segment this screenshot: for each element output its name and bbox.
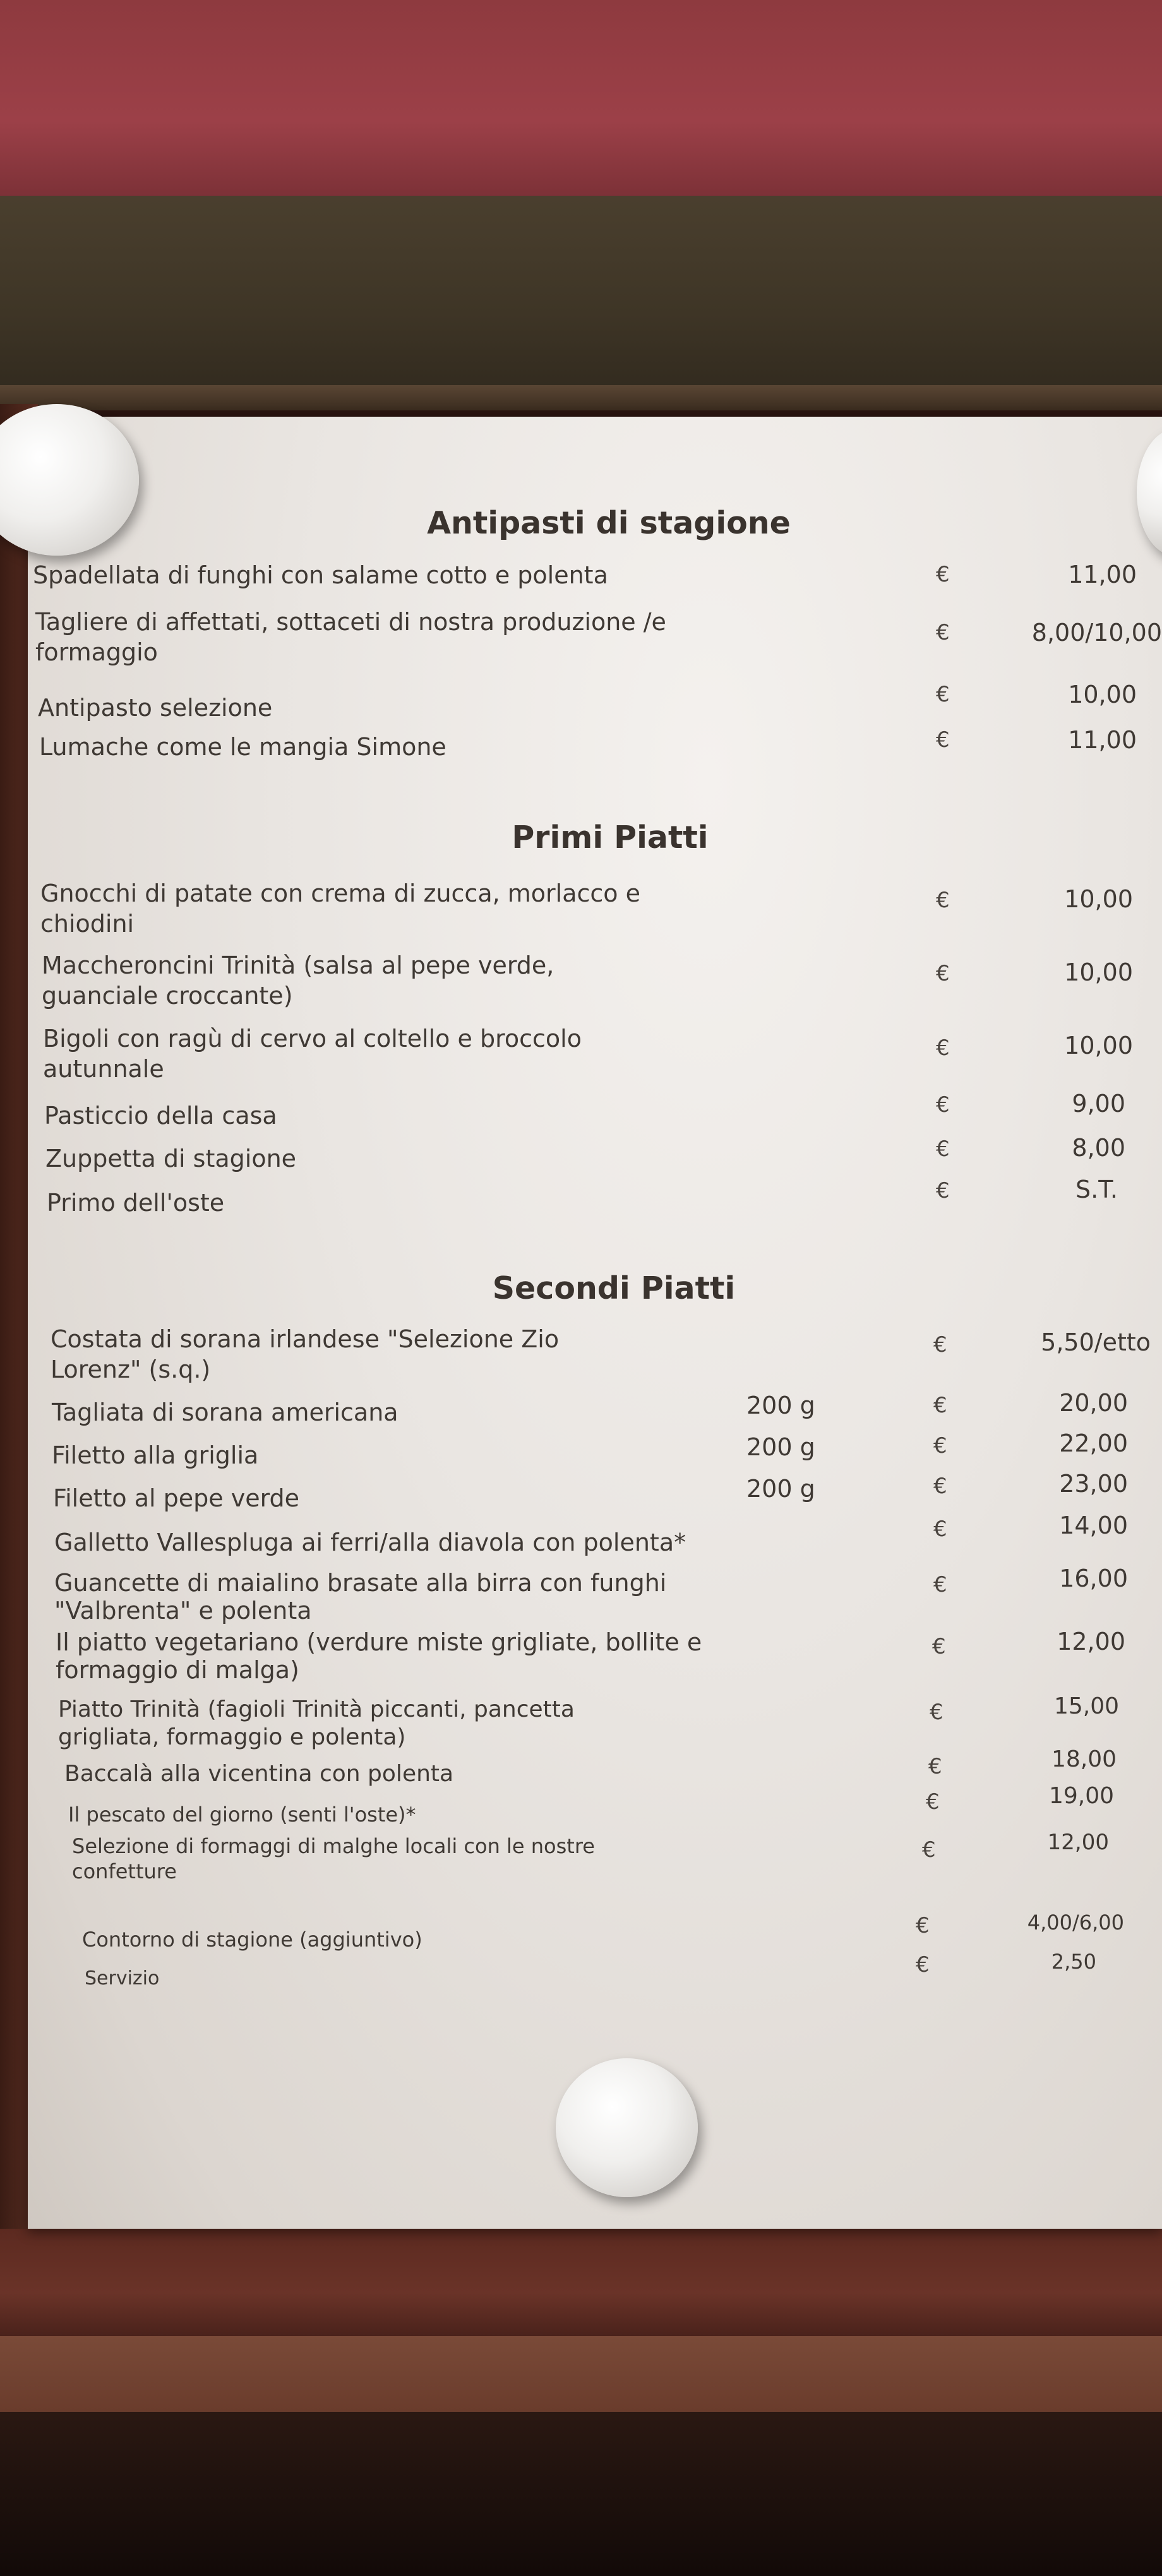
menu-item-name: Filetto alla griglia	[52, 1441, 259, 1469]
menu-item-currency: €	[933, 1572, 947, 1597]
menu-item-currency: €	[933, 1433, 947, 1458]
section-title-antipasti: Antipasti di stagione	[427, 505, 791, 541]
wall-background	[0, 0, 1162, 202]
menu-item-price: 5,50/etto	[1041, 1328, 1151, 1356]
section-title-primi: Primi Piatti	[512, 820, 709, 856]
menu-item-currency: €	[930, 1700, 943, 1725]
menu-item-currency: €	[936, 1092, 950, 1118]
floor-background	[0, 2412, 1162, 2576]
menu-item-quantity: 200 g	[746, 1392, 815, 1419]
menu-item-price: 23,00	[1059, 1470, 1128, 1498]
menu-item-currency: €	[936, 961, 950, 986]
menu-item-price: 8,00/10,00	[1031, 619, 1162, 647]
menu-item-name: Baccalà alla vicentina con polenta	[64, 1761, 454, 1787]
menu-item-name: Piatto Trinità (fagioli Trinità piccanti, pancetta	[58, 1696, 575, 1722]
menu-item-currency: €	[928, 1754, 942, 1779]
menu-item-currency: €	[932, 1634, 946, 1659]
menu-item-name: Antipasto selezione	[38, 694, 273, 722]
display-frame-top	[0, 196, 1162, 410]
menu-item-name: Zuppetta di stagione	[45, 1145, 297, 1172]
menu-item-name-continued: guanciale croccante)	[42, 982, 293, 1010]
menu-item-name: Il pescato del giorno (senti l'oste)*	[68, 1803, 416, 1827]
menu-extra-name: Servizio	[85, 1967, 160, 1989]
pin-magnet-bottom	[556, 2058, 698, 2197]
menu-item-currency: €	[936, 888, 950, 913]
menu-item-name: Lumache come le mangia Simone	[39, 733, 446, 761]
menu-item-price: 12,00	[1047, 1830, 1109, 1855]
menu-item-price: 11,00	[1068, 726, 1137, 754]
menu-item-name: Costata di sorana irlandese "Selezione Zio	[51, 1325, 560, 1353]
menu-item-name-continued: formaggio	[35, 638, 158, 666]
menu-item-name: Il piatto vegetariano (verdure miste grigliate, bollite e	[56, 1628, 702, 1656]
section-title-secondi: Secondi Piatti	[492, 1270, 736, 1306]
menu-item-name: Tagliata di sorana americana	[52, 1398, 398, 1426]
menu-item-price: 18,00	[1051, 1746, 1117, 1772]
menu-item-currency: €	[936, 620, 950, 645]
menu-item-name: Tagliere di affettati, sottaceti di nostra produzione /e	[35, 608, 666, 636]
menu-item-name: Primo dell'oste	[47, 1189, 225, 1217]
menu-extra-name: Contorno di stagione (aggiuntivo)	[82, 1928, 422, 1952]
menu-item-price: 9,00	[1072, 1090, 1125, 1118]
menu-item-name: Galletto Vallespluga ai ferri/alla diavola con polenta*	[54, 1529, 686, 1556]
menu-item-price: 10,00	[1064, 885, 1133, 913]
menu-item-price: 20,00	[1059, 1389, 1128, 1417]
menu-item-price: 12,00	[1057, 1628, 1125, 1655]
menu-item-price: 16,00	[1059, 1565, 1128, 1592]
menu-item-currency: €	[933, 1332, 947, 1357]
menu-item-name: Maccheroncini Trinità (salsa al pepe verde,	[42, 951, 554, 979]
menu-extra-currency: €	[916, 1952, 930, 1977]
menu-item-name-continued: autunnale	[43, 1055, 164, 1083]
menu-item-price: 10,00	[1064, 958, 1133, 986]
menu-extra-currency: €	[916, 1913, 930, 1938]
menu-item-currency: €	[922, 1837, 936, 1863]
menu-item-name: Gnocchi di patate con crema di zucca, morlacco e	[40, 880, 640, 907]
menu-item-currency: €	[926, 1789, 940, 1815]
menu-item-name: Pasticcio della casa	[44, 1102, 277, 1130]
menu-item-price: 10,00	[1064, 1032, 1133, 1059]
menu-item-price: 8,00	[1072, 1134, 1125, 1162]
menu-item-price: 11,00	[1068, 561, 1137, 588]
menu-item-price: 10,00	[1068, 681, 1137, 708]
menu-item-quantity: 200 g	[746, 1433, 815, 1461]
menu-item-name: Guancette di maialino brasate alla birra con funghi	[54, 1569, 667, 1597]
menu-item-price: 22,00	[1059, 1429, 1128, 1457]
menu-item-name: Bigoli con ragù di cervo al coltello e broccolo	[43, 1025, 582, 1052]
menu-item-name: Spadellata di funghi con salame cotto e polenta	[33, 561, 608, 589]
menu-item-price: 14,00	[1059, 1512, 1128, 1539]
menu-item-price: S.T.	[1075, 1176, 1118, 1203]
menu-extra-price: 2,50	[1051, 1950, 1096, 1974]
display-frame-bottom	[0, 2229, 1162, 2336]
menu-item-currency: €	[936, 1136, 950, 1162]
menu-item-price: 19,00	[1048, 1783, 1114, 1809]
menu-item-name-continued: Lorenz" (s.q.)	[51, 1356, 211, 1383]
menu-item-currency: €	[936, 1178, 950, 1203]
menu-item-name-continued: "Valbrenta" e polenta	[54, 1597, 312, 1625]
menu-item-price: 15,00	[1053, 1693, 1119, 1719]
menu-item-currency: €	[936, 562, 950, 587]
menu-item-name-continued: formaggio di malga)	[56, 1656, 299, 1684]
menu-item-name-continued: confetture	[72, 1859, 177, 1883]
display-frame-top-edge	[0, 385, 1162, 410]
menu-item-currency: €	[933, 1393, 947, 1418]
menu-item-currency: €	[936, 1035, 950, 1061]
menu-item-name-continued: grigliata, formaggio e polenta)	[58, 1724, 406, 1750]
menu-item-currency: €	[936, 682, 950, 707]
menu-item-name-continued: chiodini	[40, 910, 135, 938]
menu-item-currency: €	[933, 1474, 947, 1499]
menu-item-name: Filetto al pepe verde	[53, 1484, 300, 1512]
menu-item-name: Selezione di formaggi di malghe locali con le nostre	[72, 1834, 595, 1858]
menu-item-quantity: 200 g	[746, 1475, 815, 1503]
menu-item-currency: €	[933, 1517, 947, 1542]
menu-item-currency: €	[936, 727, 950, 753]
menu-extra-price: 4,00/6,00	[1027, 1911, 1124, 1935]
display-frame-bottom-edge	[0, 2336, 1162, 2412]
